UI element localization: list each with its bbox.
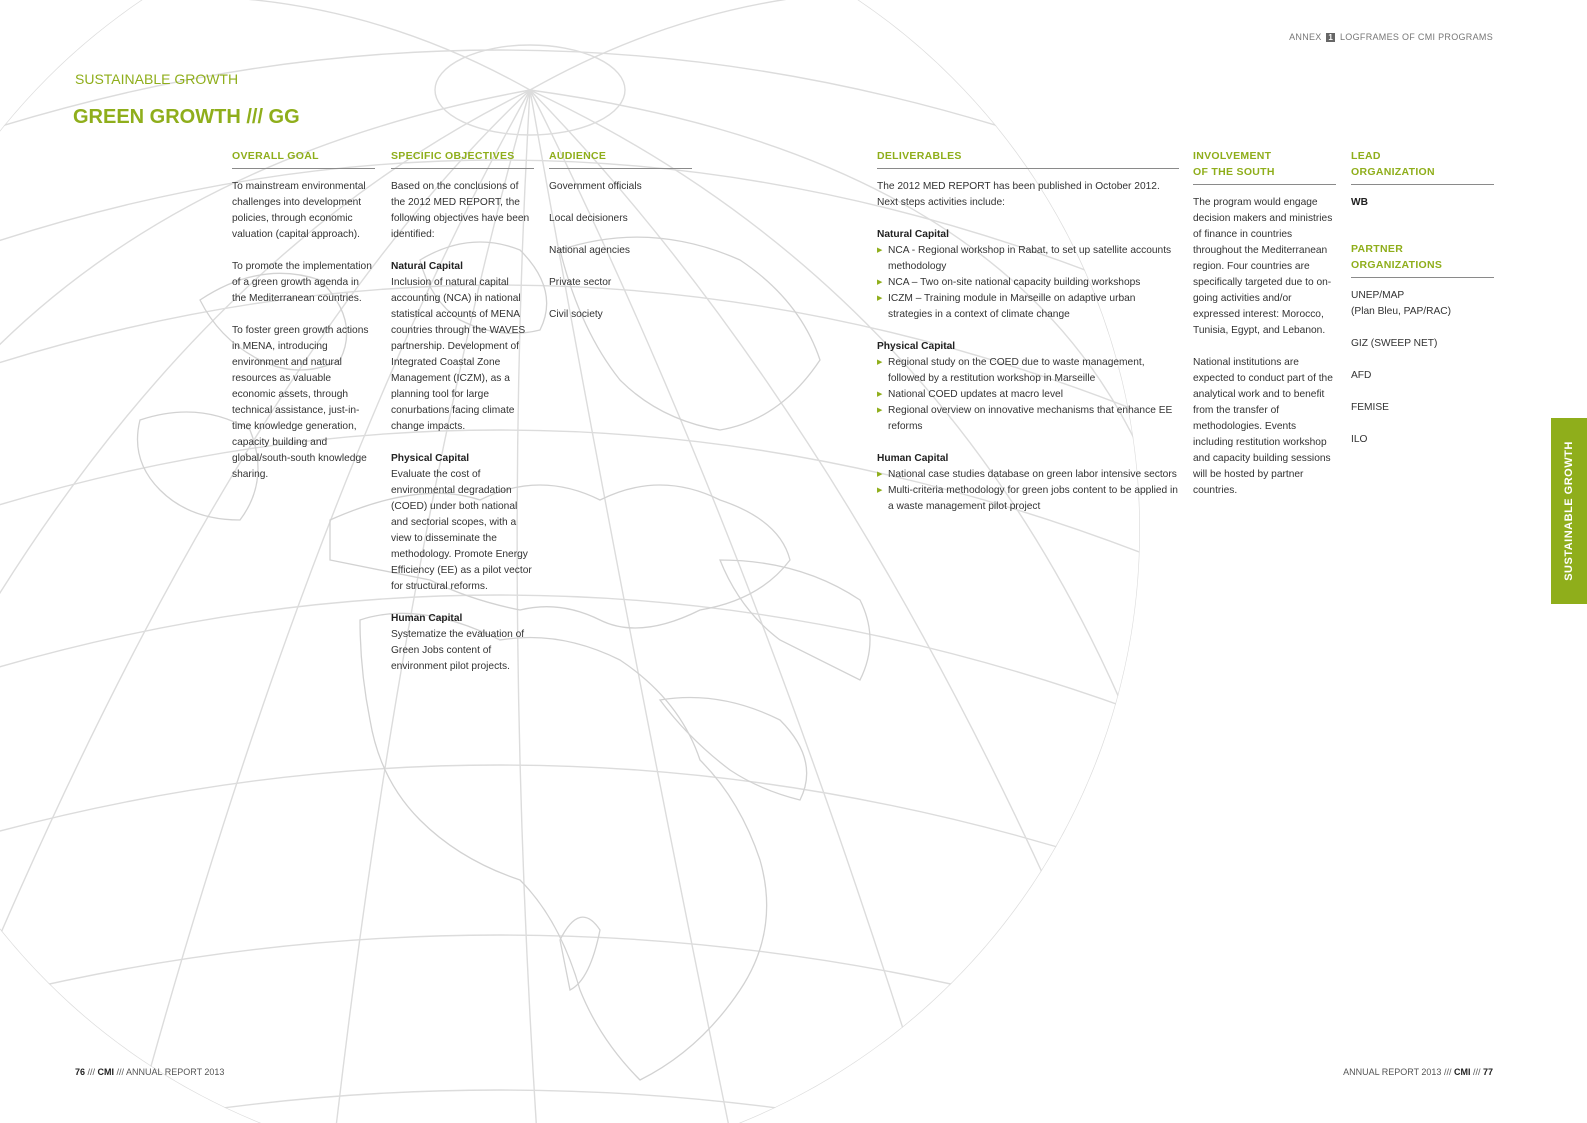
objectives-intro: Based on the conclusions of the 2012 MED REPORT, the following objectives have been identified: [391, 181, 530, 240]
involvement-heading [1193, 148, 1336, 185]
audience-item: Government officials [549, 181, 642, 192]
audience-item: Local decisioners [549, 213, 628, 224]
specific-objectives-heading: SPECIFIC OBJECTIVES [391, 148, 534, 169]
overall-goal-heading: OVERALL GOAL [232, 148, 375, 169]
lead-organization: WB [1351, 197, 1368, 208]
partner-organization: (Plan Bleu, PAP/RAC) [1351, 306, 1452, 317]
deliverable-item: ▶ NCA – Two on-site national capacity building workshops [877, 275, 1179, 291]
deliverable-item: ▶ Regional study on the COED due to waste management, followed by a restitution workshop in Marseille [877, 355, 1179, 387]
specific-objectives-column [391, 148, 534, 691]
lead-heading-line: ORGANIZATION [1351, 166, 1435, 178]
deliverables-intro: The 2012 MED REPORT has been published in October 2012. Next steps activities include: [877, 181, 1160, 208]
overall-goal-column [232, 148, 375, 499]
deliverables-human-list [877, 467, 1179, 515]
involvement-column [1193, 148, 1336, 515]
overall-goal-paragraph: To foster green growth actions in MENA, introducing environment and natural resources as valuable economic assets, through technical assistance, just-in-time knowledge generation, capacity building and global/south-south knowledge sharing. [232, 325, 369, 480]
deliverable-item: ▶ National COED updates at macro level [877, 387, 1179, 403]
deliverable-item: ▶ National case studies database on green labor intensive sectors [877, 467, 1179, 483]
partner-organization: ILO [1351, 434, 1368, 445]
deliverable-item: ▶ NCA - Regional workshop in Rabat, to set up satellite accounts methodology [877, 243, 1179, 275]
deliverable-item: ▶ Multi-criteria methodology for green jobs content to be applied in a waste management pilot project [877, 483, 1179, 515]
objectives-physical-text: Evaluate the cost of environmental degradation (COED) under both national and sectorial scopes, with a view to disseminate the methodology. Promote Energy Efficiency (EE) as a pilot vector for structural reforms. [391, 469, 532, 592]
partner-organization: AFD [1351, 370, 1372, 381]
partner-organization: FEMISE [1351, 402, 1389, 413]
page-title: GREEN GROWTH /// GG [73, 106, 300, 128]
footer-left-org: CMI [97, 1067, 115, 1077]
audience-item: Private sector [549, 277, 612, 288]
organizations-column [1351, 148, 1494, 464]
involvement-paragraph: The program would engage decision makers and ministries of finance in countries throughout the Mediterranean region. Four countries are specifically targeted due to on-going activities and/or expressed interest: Morocco, Tunisia, Egypt, and Lebanon. [1193, 197, 1333, 336]
running-head [1289, 32, 1493, 42]
deliverables-natural-heading: Natural Capital [877, 229, 949, 240]
footer-right-report: ANNUAL REPORT 2013 [1343, 1067, 1442, 1077]
side-tab-label: SUSTAINABLE GROWTH [1563, 441, 1575, 581]
annex-prefix: ANNEX [1289, 32, 1322, 42]
deliverable-item: ▶ ICZM – Training module in Marseille on adaptive urban strategies in a context of climate change [877, 291, 1179, 323]
deliverables-heading: DELIVERABLES [877, 148, 1179, 169]
annex-title: LOGFRAMES OF CMI PROGRAMS [1339, 32, 1493, 42]
deliverables-human-heading: Human Capital [877, 453, 949, 464]
overall-goal-paragraph: To mainstream environmental challenges into development policies, through economic valuation (capital approach). [232, 181, 366, 240]
lead-organization-heading [1351, 148, 1494, 185]
section-label: SUSTAINABLE GROWTH [75, 71, 239, 87]
footer-left-report: ANNUAL REPORT 2013 [126, 1067, 225, 1077]
footer-left-page-number: 76 [75, 1067, 86, 1077]
involvement-heading-line: OF THE SOUTH [1193, 166, 1275, 178]
objectives-human-text: Systematize the evaluation of Green Jobs content of environment pilot projects. [391, 629, 525, 672]
involvement-paragraph: National institutions are expected to conduct part of the analytical work and to benefit from the transfer of methodologies. Events including restitution workshop and capacity building sessions will be hosted by partner countries. [1193, 357, 1333, 496]
deliverables-physical-list [877, 355, 1179, 435]
audience-heading: AUDIENCE [549, 148, 692, 169]
audience-column [549, 148, 692, 339]
footer-right-page-number: 77 [1482, 1067, 1493, 1077]
partner-heading-line: ORGANIZATIONS [1351, 259, 1443, 271]
partner-organization: UNEP/MAP [1351, 290, 1405, 301]
audience-item: National agencies [549, 245, 630, 256]
lead-heading-line: LEAD [1351, 150, 1381, 162]
deliverables-physical-heading: Physical Capital [877, 341, 956, 352]
objectives-physical-heading: Physical Capital [391, 453, 470, 464]
partner-heading-line: PARTNER [1351, 243, 1404, 255]
objectives-natural-text: Inclusion of natural capital accounting (NCA) in national statistical accounts of MENA countries through the WAVES partnership. Development of Integrated Coastal Zone Management (ICZM), as a planning tool for large conurbations facing climate change impacts. [391, 277, 526, 432]
deliverables-natural-list [877, 243, 1179, 323]
audience-item: Civil society [549, 309, 603, 320]
involvement-heading-line: INVOLVEMENT [1193, 150, 1272, 162]
footer-left: 76 /// CMI /// ANNUAL REPORT 2013 [75, 1067, 225, 1077]
deliverable-item: ▶ Regional overview on innovative mechanisms that enhance EE reforms [877, 403, 1179, 435]
objectives-human-heading: Human Capital [391, 613, 463, 624]
partner-organization: GIZ (SWEEP NET) [1351, 338, 1438, 349]
objectives-natural-heading: Natural Capital [391, 261, 463, 272]
overall-goal-paragraph: To promote the implementation of a green growth agenda in the Mediterranean countries. [232, 261, 372, 304]
side-section-tab [1551, 418, 1587, 604]
footer-right-org: CMI [1453, 1067, 1471, 1077]
footer-right: ANNUAL REPORT 2013 /// CMI /// 77 [1343, 1067, 1493, 1077]
annex-number: 1 [1328, 33, 1334, 42]
deliverables-column [877, 148, 1179, 531]
partner-organizations-heading [1351, 241, 1494, 278]
